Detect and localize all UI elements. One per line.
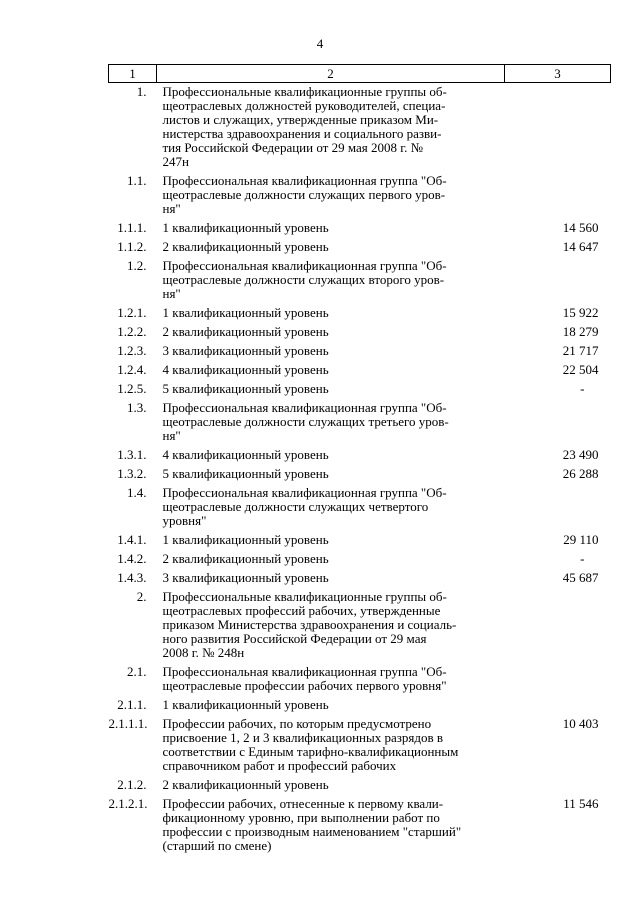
table-row (109, 172, 611, 219)
row-number: 1.3. (127, 400, 147, 415)
row-number: 1.2.2. (117, 324, 147, 339)
row-number: 1.4.2. (117, 551, 147, 566)
row-salary (505, 663, 611, 696)
row-title: Профессии рабочих, отнесенные к первому квали- фикационному уровню, при выполнении работ по профессии с производным наименованием "старший" (старший по смене) (162, 796, 462, 853)
row-number: 2.1.1. (117, 697, 147, 712)
table-row (109, 696, 611, 715)
row-salary: 14 560 (562, 220, 599, 235)
row-number: 1.2.5. (117, 381, 147, 396)
table-row (109, 238, 611, 257)
row-salary: 10 403 (562, 716, 599, 731)
row-title: 2 квалификационный уровень (162, 777, 329, 792)
row-number: 2.1.2. (117, 777, 147, 792)
row-title: Профессиональная квалификационная группа "Об- щеотраслевые должности служащих второго уров- ня" (162, 258, 447, 301)
row-salary (505, 172, 611, 219)
row-title: Профессиональные квалификационные группы об- щеотраслевых профессий рабочих, утвержденные приказом Министерства здравоохранения и социаль- ного развития Российской Федерации от 29 мая 2008 г. № 248н (162, 589, 457, 660)
row-salary: 29 110 (563, 532, 599, 547)
row-salary: 14 647 (562, 239, 599, 254)
row-salary: - (580, 381, 585, 396)
table-row (109, 399, 611, 446)
table-row (109, 663, 611, 696)
row-salary (505, 257, 611, 304)
salary-table (108, 64, 611, 856)
row-salary (505, 484, 611, 531)
row-number: 1.2.4. (117, 362, 147, 377)
table-row (109, 531, 611, 550)
row-title: 3 квалификационный уровень (162, 570, 329, 585)
row-title: 3 квалификационный уровень (162, 343, 329, 358)
row-number: 1.4. (127, 485, 147, 500)
row-number: 1.3.2. (117, 466, 147, 481)
row-title: 5 квалификационный уровень (162, 381, 329, 396)
row-salary: 11 546 (563, 796, 599, 811)
table-row (109, 342, 611, 361)
row-number: 1.4.3. (117, 570, 147, 585)
row-salary: - (580, 551, 585, 566)
table-row (109, 550, 611, 569)
row-title: Профессиональные квалификационные группы об- щеотраслевых должностей руководителей, специа- листов и служащих, утвержденные приказом Ми- нистерства здравоохранения и социального разви- тия Российской Федерации от 29 мая 2008 г. № 247н (162, 84, 447, 169)
row-title: 2 квалификационный уровень (162, 239, 329, 254)
table-row (109, 83, 611, 173)
row-number: 2.1. (127, 664, 147, 679)
table-row (109, 715, 611, 776)
table-row (109, 484, 611, 531)
row-title: Профессиональная квалификационная группа "Об- щеотраслевые должности служащих третьего уров- ня" (162, 400, 449, 443)
row-number: 1.4.1. (117, 532, 147, 547)
row-salary: 22 504 (562, 362, 599, 377)
table-row (109, 361, 611, 380)
row-title: Профессиональная квалификационная группа "Об- щеотраслевые должности служащих четвертого уровня" (162, 485, 447, 528)
row-salary: 15 922 (562, 305, 599, 320)
column-header-2: 2 (157, 65, 505, 83)
column-header-1: 1 (109, 65, 157, 83)
table-row (109, 588, 611, 663)
row-number: 1. (136, 84, 147, 99)
row-salary: 21 717 (562, 343, 599, 358)
row-title: 1 квалификационный уровень (162, 220, 329, 235)
row-salary: 18 279 (562, 324, 599, 339)
row-salary: 23 490 (562, 447, 599, 462)
row-number: 1.3.1. (117, 447, 147, 462)
table-row (109, 304, 611, 323)
table-header-row (109, 65, 611, 83)
table-row (109, 257, 611, 304)
row-title: 5 квалификационный уровень (162, 466, 329, 481)
row-salary (505, 696, 611, 715)
row-title: 4 квалификационный уровень (162, 362, 329, 377)
row-number: 1.2.3. (117, 343, 147, 358)
row-title: 1 квалификационный уровень (162, 532, 329, 547)
row-number: 1.2.1. (117, 305, 147, 320)
row-title: Профессиональная квалификационная группа "Об- щеотраслевые профессии рабочих первого уровня" (162, 664, 447, 693)
table-row (109, 776, 611, 795)
page-number: 4 (316, 36, 324, 51)
row-salary (505, 588, 611, 663)
table-row (109, 569, 611, 588)
row-number: 1.2. (127, 258, 147, 273)
table-row (109, 446, 611, 465)
table-row (109, 323, 611, 342)
table-row (109, 380, 611, 399)
table-row (109, 795, 611, 856)
row-title: 1 квалификационный уровень (162, 697, 329, 712)
row-title: 2 квалификационный уровень (162, 324, 329, 339)
table-row (109, 219, 611, 238)
row-number: 2. (136, 589, 147, 604)
row-title: 2 квалификационный уровень (162, 551, 329, 566)
row-salary: 45 687 (562, 570, 599, 585)
row-salary: 26 288 (562, 466, 599, 481)
row-number: 1.1.1. (117, 220, 147, 235)
column-header-3: 3 (505, 65, 611, 83)
row-number: 2.1.2.1. (108, 796, 148, 811)
row-number: 1.1. (127, 173, 147, 188)
row-salary (505, 399, 611, 446)
row-number: 1.1.2. (117, 239, 147, 254)
row-title: 4 квалификационный уровень (162, 447, 329, 462)
row-title: Профессии рабочих, по которым предусмотрено присвоение 1, 2 и 3 квалификационных разрядов в соответствии с Единым тарифно-квалификационным справочником работ и профессий рабочих (162, 716, 459, 773)
row-salary (505, 83, 611, 173)
row-number: 2.1.1.1. (108, 716, 148, 731)
table-row (109, 465, 611, 484)
row-salary (505, 776, 611, 795)
row-title: 1 квалификационный уровень (162, 305, 329, 320)
row-title: Профессиональная квалификационная группа "Об- щеотраслевые должности служащих первого уров- ня" (162, 173, 447, 216)
